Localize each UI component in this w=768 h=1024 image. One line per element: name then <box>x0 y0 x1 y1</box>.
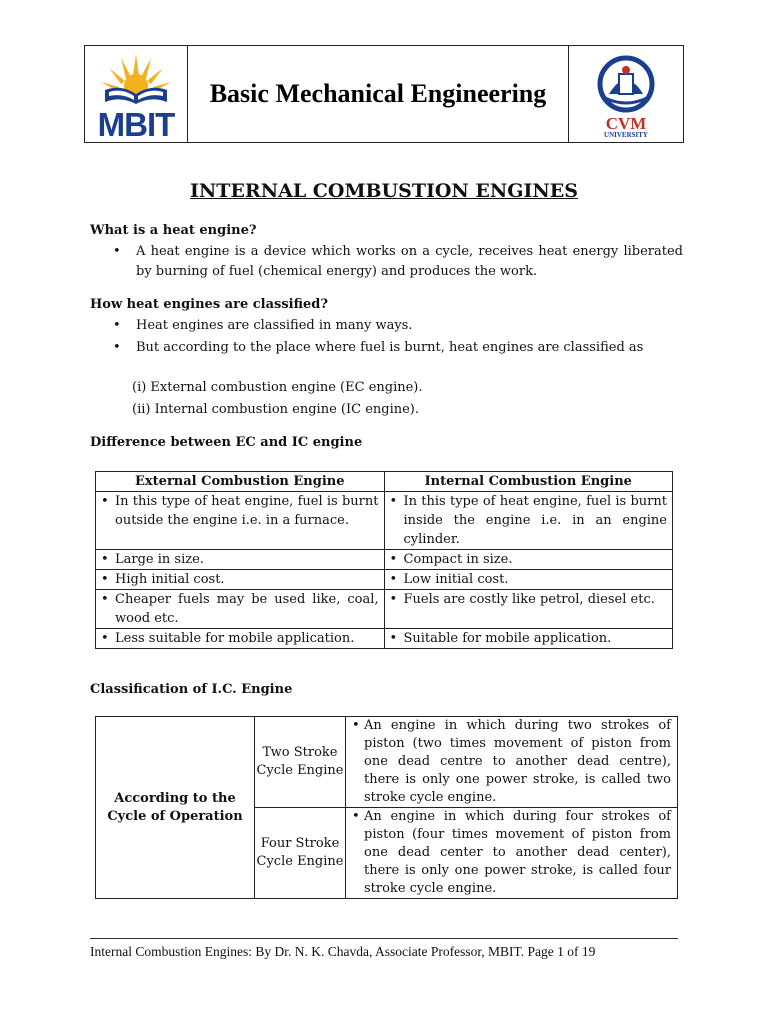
table-row <box>96 590 673 629</box>
bullet-icon: • <box>101 631 109 646</box>
bullet-icon: • <box>389 552 398 567</box>
cvm-logo-subtext: UNIVERSITY <box>604 131 648 139</box>
mbit-logo <box>85 46 188 142</box>
cvm-logo <box>568 46 683 142</box>
sub-item: (ii) Internal combustion engine (IC engine). <box>132 402 420 417</box>
bullet-icon: • <box>113 244 121 259</box>
table-row <box>96 717 678 808</box>
footer-divider <box>90 938 678 939</box>
cvm-logo-text: CVM <box>605 114 647 133</box>
document-title: INTERNAL COMBUSTION ENGINES <box>190 180 578 202</box>
table-cell: In this type of heat engine, fuel is burnt outside the engine i.e. in a furnace. <box>115 494 379 528</box>
table-row <box>96 629 673 649</box>
bullet-icon: • <box>352 809 360 824</box>
sub-item: (i) External combustion engine (EC engine). <box>132 380 423 395</box>
table-cell: Fuels are costly like petrol, diesel etc. <box>403 592 655 607</box>
bullet-icon: • <box>389 592 398 607</box>
header-title: Basic Mechanical Engineering <box>209 79 547 108</box>
group-label: According to the Cycle of Operation <box>96 717 255 899</box>
table-cell: Less suitable for mobile application. <box>115 631 355 646</box>
table-row <box>96 570 673 590</box>
comparison-table <box>95 471 673 649</box>
table-row <box>96 550 673 570</box>
section-heading-classification: How heat engines are classified? <box>90 297 329 312</box>
bullet-icon: • <box>101 592 109 607</box>
section-heading-difference: Difference between EC and IC engine <box>90 435 363 450</box>
classification-table <box>95 716 678 899</box>
mbit-sun-book-icon <box>85 46 187 106</box>
cvm-emblem-icon <box>569 46 683 116</box>
engine-type-label: Two Stroke Cycle Engine <box>255 717 346 808</box>
table-cell: Low initial cost. <box>403 572 509 587</box>
bullet-icon: • <box>113 318 121 333</box>
column-header: External Combustion Engine <box>96 472 385 492</box>
bullet-icon: • <box>101 552 109 567</box>
bullet-icon: • <box>101 572 109 587</box>
table-header-row <box>96 472 673 492</box>
bullet-icon: • <box>389 631 398 646</box>
document-header <box>84 45 684 143</box>
engine-type-label: Four Stroke Cycle Engine <box>255 808 346 899</box>
bullet-icon: • <box>113 340 121 355</box>
bullet-icon: • <box>352 718 360 733</box>
bullet-icon: • <box>389 572 398 587</box>
table-cell: Large in size. <box>115 552 204 567</box>
column-header: Internal Combustion Engine <box>384 472 673 492</box>
table-cell: Compact in size. <box>403 552 513 567</box>
section-heading-heat-engine: What is a heat engine? <box>90 223 257 238</box>
bullet-icon: • <box>389 494 398 509</box>
table-cell: Suitable for mobile application. <box>403 631 612 646</box>
bullet-item: • But according to the place where fuel is burnt, heat engines are classified as <box>113 338 683 358</box>
mbit-logo-text: MBIT <box>97 106 175 143</box>
section-heading-ic-classification: Classification of I.C. Engine <box>90 682 293 697</box>
bullet-icon: • <box>101 494 109 509</box>
table-cell: In this type of heat engine, fuel is burnt inside the engine i.e. in an engine cylinder. <box>403 494 667 547</box>
engine-description: An engine in which during four strokes of piston (four times movement of piston from one dead center to another dead center), there is only one power stroke, is called four stroke cycle engine. <box>364 809 671 896</box>
table-cell: Cheaper fuels may be used like, coal, wood etc. <box>115 592 379 626</box>
engine-description: An engine in which during two strokes of piston (two times movement of piston from one dead centre to another dead centre), there is only one power stroke, is called two stroke cycle engine. <box>364 718 671 805</box>
table-cell: High initial cost. <box>115 572 225 587</box>
bullet-item: • A heat engine is a device which works on a cycle, receives heat energy liberated by burning of fuel (chemical energy) and produces the work. <box>113 244 683 279</box>
table-row <box>96 492 673 550</box>
bullet-item: • Heat engines are classified in many ways. <box>113 316 683 336</box>
page-footer: Internal Combustion Engines: By Dr. N. K. Chavda, Associate Professor, MBIT. Page 1 of 19 <box>90 944 596 959</box>
